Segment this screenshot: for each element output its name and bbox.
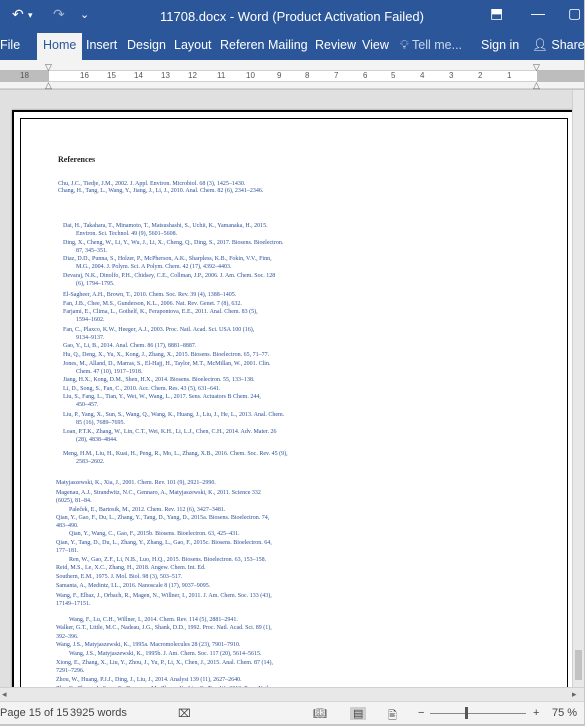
reference-line: 7291–7296. — [56, 668, 85, 674]
reference-line: Qian, Y., Gao, F., Du, L., Zhang, Y., Tang, D., Yang, D., 2015a. Biosens. Bioelectron. 74, — [56, 515, 270, 521]
ruler-label: 16 — [80, 71, 89, 80]
reference-line: (28), 4838–4844. — [76, 437, 118, 443]
ruler-right-margin — [537, 70, 584, 82]
document-page[interactable] — [12, 110, 576, 710]
window-title: 11708.docx - Word (Product Activation Failed) — [160, 9, 424, 24]
ruler-label: 3 — [449, 71, 454, 80]
reference-line: Meng, H.M., Liu, H., Kuai, H., Peng, R., Mo, L., Zhang, X.B., 2016. Chem. Soc. Rev. 45 (9), — [63, 451, 288, 457]
reference-line: Chang, H., Tang, L., Wang, Y., Jiang, J., Li, J., 2010. Anal. Chem. 82 (6), 2341–2346. — [58, 188, 264, 194]
tab-insert[interactable]: Insert — [86, 38, 118, 52]
minimize-icon[interactable]: — — [531, 5, 545, 21]
reference-line: Liu, S., Fang, L., Tian, Y., Wei, W., Wang, L., 2017. Sens. Actuators B Chem. 244, — [63, 394, 261, 400]
tab-mailings[interactable]: Mailing — [268, 38, 308, 52]
scroll-left-icon[interactable]: ◂ — [2, 689, 7, 699]
web-layout-icon[interactable]: 🖹︎ — [388, 710, 397, 722]
reference-line: (6), 1794–1795. — [76, 281, 115, 287]
reference-line: Gao, Y., Li, B., 2014. Anal. Chem. 86 (17), 8881–8887. — [63, 343, 197, 349]
horizontal-ruler[interactable] — [0, 60, 584, 89]
reference-line: Farjami, E., Clima, L., Gothelf, K., Ferapontova, E.E., 2011. Anal. Chem. 83 (5), — [63, 309, 258, 315]
page-count[interactable]: Page 15 of 15 — [0, 707, 69, 719]
ruler-label: 10 — [246, 71, 255, 80]
ruler-label: 7 — [334, 71, 339, 80]
scroll-right-icon[interactable]: ▸ — [572, 689, 577, 699]
ribbon-tabs — [0, 33, 584, 60]
reference-line: Fan, J.B., Chee, M.S., Gunderson, K.L., 2006. Nat. Rev. Genet. 7 (8), 632. — [63, 301, 242, 307]
first-line-indent-marker[interactable]: ▽ — [45, 62, 52, 72]
reference-line: 392–396. — [56, 634, 79, 640]
sign-in-link[interactable]: Sign in — [481, 38, 520, 52]
status-bar — [0, 701, 584, 724]
tell-me-label: Tell me... — [412, 38, 463, 52]
ruler-label: 12 — [188, 71, 197, 80]
reference-line: Matyjaszewski, K., Xia, J., 2001. Chem. Rev. 101 (9), 2921–2990. — [56, 480, 216, 486]
reference-line: Wang, J.S., Matyjaszewski, K., 1995b. J. Am. Chem. Soc. 117 (20), 5614–5615. — [69, 651, 262, 657]
ruler-label: 9 — [277, 71, 282, 80]
horizontal-scrollbar[interactable] — [0, 687, 584, 701]
reference-line: 87, 345–351. — [76, 248, 108, 254]
share-button[interactable] — [532, 38, 585, 53]
word-count[interactable]: 3925 words — [70, 707, 127, 719]
tab-view[interactable]: View — [362, 38, 389, 52]
undo-dropdown-icon[interactable]: ▾ — [28, 10, 33, 20]
zoom-slider-thumb[interactable] — [465, 707, 468, 719]
reference-line: M.G., 2004. J. Polym. Sci. A Polym. Chem. 42 (17), 4392–4403. — [76, 264, 232, 270]
tab-references[interactable]: Referen — [220, 38, 265, 52]
reference-line: Xiong, E., Zhang, X., Liu, Y., Zhou, J., Yu, P., Li, X., Chen, J., 2015. Anal. Chem. 87 (14), — [56, 660, 273, 666]
reference-line: Samanta, A., Medintz, I.L., 2016. Nanoscale 8 (17), 9037–9095. — [56, 583, 211, 589]
right-indent-marker[interactable]: ▽ — [533, 62, 540, 72]
right-indent-lower-marker[interactable]: △ — [533, 80, 540, 90]
maximize-icon[interactable]: ▢ — [568, 5, 582, 21]
reference-line: Hu, Q., Deng, X., Yu, X., Kong, J., Zhang, X., 2015. Biosens. Bioelectron. 65, 71–77. — [63, 352, 270, 358]
reference-line: El-Sagheer, A.H., Brown, T., 2010. Chem. Soc. Rev. 39 (4), 1388–1405. — [63, 292, 237, 298]
reference-line: Jiang, H.X., Kong, D.M., Shen, H.X., 2014. Biosens. Bioelectron. 55, 133–138. — [63, 377, 255, 383]
reference-line: 483–490. — [56, 523, 79, 529]
hanging-indent-marker[interactable]: △ — [45, 80, 52, 90]
reference-line: 85 (16), 7689–7695. — [76, 420, 125, 426]
read-mode-icon[interactable]: 📖︎ — [313, 708, 327, 720]
document-canvas[interactable] — [0, 90, 572, 687]
tab-file[interactable]: File — [0, 38, 21, 52]
ruler-label: 2 — [478, 71, 483, 80]
reference-line: Devaraj, N.K., Dinolfo, P.H., Chidsey, C.E., Collman, J.P., 2006. J. Am. Chem. Soc. 128 — [63, 273, 276, 279]
zoom-level[interactable]: 75 % — [552, 707, 578, 719]
ruler-label: 5 — [391, 71, 396, 80]
reference-line: (6025), 81–84. — [56, 498, 92, 504]
ruler-label: 15 — [107, 71, 116, 80]
redo-icon[interactable]: ↷ — [53, 6, 65, 22]
zoom-out-button[interactable]: − — [418, 707, 425, 719]
ribbon-display-icon[interactable]: ⬒ — [490, 5, 504, 21]
reference-line: Chu, J.C., Tiedje, J.M., 2002. J. Appl. Environ. Microbiol. 68 (3), 1425–1430. — [58, 181, 246, 187]
tab-home[interactable]: Home — [37, 33, 82, 60]
vertical-scrollbar[interactable] — [572, 90, 584, 687]
reference-line: Wang, F., Lu, C.H., Willner, I., 2014. Chem. Rev. 114 (5), 2881–2941. — [69, 617, 238, 623]
reference-line: Paleček, E., Bartosik, M., 2012. Chem. Rev. 112 (6), 3427–3481. — [69, 507, 226, 513]
reference-line: Loan, P.T.K., Zhang, W., Lin, C.T., Wei, K.H., Li, L.J., Chen, C.H., 2014. Adv. Mater. 26 — [63, 429, 277, 435]
vertical-scroll-thumb[interactable] — [575, 650, 582, 680]
reference-line: 17149–17151. — [56, 601, 91, 607]
reference-line: 2583–2602. — [76, 459, 105, 465]
reference-line: Walker, G.T., Little, M.C., Nadeau, J.G., Shank, D.D., 1992. Proc. Natl. Acad. Sci. 89 (1), — [56, 625, 272, 631]
reference-line: Wang, F., Elbaz, J., Orbach, R., Magen, N., Willner, I., 2011. J. Am. Chem. Soc. 133 (43), — [56, 593, 272, 599]
reference-line: Fan, C., Plaxco, K.W., Heeger, A.J., 2003. Proc. Natl. Acad. Sci. USA 100 (16), — [63, 327, 255, 333]
ruler-label: 4 — [420, 71, 425, 80]
ruler-label: 6 — [363, 71, 368, 80]
reference-line: Magenau, A.J., Strandwitz, N.C., Gennaro, A., Matyjaszewski, K., 2011. Science 332 — [56, 490, 261, 496]
reference-line: Dai, H., Takahara, T., Minamoto, T., Matsushashi, S., Uchii, K., Yamanaka, H., 2015. — [63, 223, 268, 229]
share-label: Share — [551, 38, 585, 52]
zoom-in-button[interactable]: + — [533, 707, 540, 719]
references-heading: References — [58, 155, 96, 164]
reference-line: Environ. Sci. Technol. 49 (9), 5601–5608. — [76, 231, 178, 237]
proofing-icon[interactable]: ⌧ — [178, 708, 191, 720]
zoom-slider-track[interactable] — [430, 713, 526, 714]
ruler-label: 18 — [20, 71, 29, 80]
reference-line: Ren, W., Gao, Z.F., Li, N.B., Luo, H.Q., 2015. Biosens. Bioelectron. 63, 153–158. — [69, 557, 267, 563]
ruler-label: 14 — [134, 71, 143, 80]
reference-line: Li, D., Song, S., Fan, C., 2010. Acc. Chem. Res. 43 (5), 631–641. — [63, 386, 221, 392]
reference-line: Reid, M.S., Le, X.C., Zhang, H., 2018. Angew. Chem. Int. Ed. — [56, 565, 206, 571]
reference-line: 9134–9137. — [76, 335, 105, 341]
print-layout-icon[interactable]: ▤ — [350, 707, 366, 720]
reference-line: 177–181. — [56, 548, 79, 554]
reference-line: Chem. 47 (10), 1917–1918. — [76, 369, 143, 375]
ruler-label: 11 — [217, 71, 226, 80]
ruler-label: 1 — [507, 71, 512, 80]
reference-line: 1594–1602. — [76, 317, 105, 323]
reference-line: 450–457. — [76, 402, 99, 408]
person-icon: 👤︎ — [532, 38, 548, 52]
reference-line: Ding, X., Cheng, W., Li, Y., Wu, J., Li, X., Cheng, Q., Ding, S., 2017. Biosens. Bioelectron. — [63, 240, 284, 246]
customize-toolbar-icon[interactable]: ⌄ — [80, 9, 90, 21]
title-bar — [0, 0, 584, 33]
reference-line: Diaz, D.D., Punna, S., Holzer, P., McPherson, A.K., Sharpless, K.B., Fokin, V.V., Finn, — [63, 256, 272, 262]
tell-me-box[interactable] — [400, 38, 462, 53]
reference-line: Jones, M., Alland, D., Marras, S., El-Hajj, H., Taylor, M.T., McMillan, W., 2001. Clin. — [63, 361, 271, 367]
ruler-label: 13 — [161, 71, 170, 80]
tab-layout[interactable]: Layout — [174, 38, 212, 52]
tab-review[interactable]: Review — [315, 38, 356, 52]
reference-line: Liu, P., Yang, X., Sun, S., Wang, Q., Wang, K., Huang, J., Liu, J., He, L., 2013. Anal. Chem. — [63, 412, 285, 418]
ruler-label: 8 — [305, 71, 310, 80]
lightbulb-icon: 💡︎ — [400, 38, 409, 52]
reference-line: Qian, Y., Tang, D., Du, L., Zhang, Y., Zhang, L., Gao, F., 2015c. Biosens. Bioelectron. 64, — [56, 540, 272, 546]
reference-line: Zhou, W., Huang, P.J.J., Ding, J., Liu, J., 2014. Analyst 139 (11), 2627–2640. — [56, 677, 242, 683]
reference-line: Southern, E.M., 1975. J. Mol. Biol. 98 (3), 503–517. — [56, 574, 183, 580]
reference-line: Qian, Y., Wang, C., Gao, F., 2015b. Biosens. Bioelectron. 63, 425–431. — [69, 531, 240, 537]
undo-icon[interactable]: ↶ — [12, 6, 24, 22]
reference-line: Wang, J.S., Matyjaszewski, K., 1995a. Macromolecules 28 (23), 7901–7910. — [56, 642, 241, 648]
tab-design[interactable]: Design — [127, 38, 166, 52]
